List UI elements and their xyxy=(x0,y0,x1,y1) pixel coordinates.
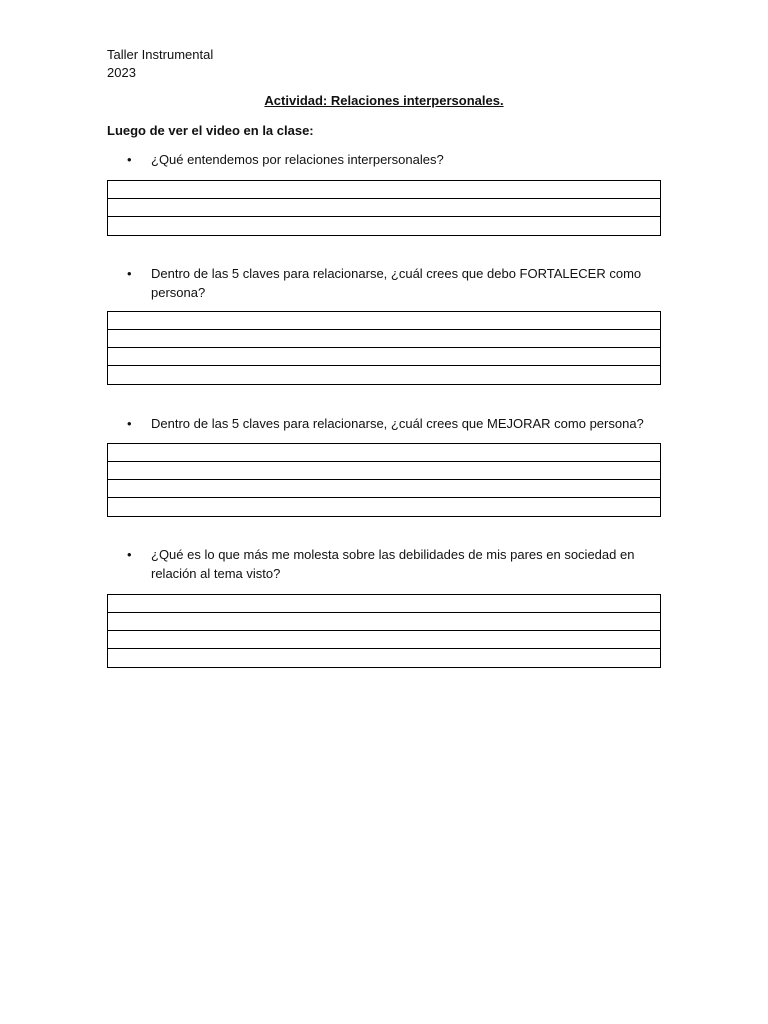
question-4 xyxy=(107,545,667,583)
question-4-text: ¿Qué es lo que más me molesta sobre las debilidades de mis pares en sociedad en relación al tema visto? xyxy=(151,547,635,581)
question-3 xyxy=(107,414,667,433)
answer-line[interactable] xyxy=(108,649,660,667)
question-2 xyxy=(107,264,667,302)
answer-line[interactable] xyxy=(108,595,660,613)
course-name: Taller Instrumental xyxy=(107,47,214,62)
answer-box-2[interactable] xyxy=(107,311,661,385)
answer-box-1[interactable] xyxy=(107,180,661,236)
question-3-text: Dentro de las 5 claves para relacionarse, ¿cuál crees que MEJORAR como persona? xyxy=(151,416,644,431)
answer-line[interactable] xyxy=(108,444,660,462)
question-1-text: ¿Qué entendemos por relaciones interpersonales? xyxy=(151,152,444,167)
answer-line[interactable] xyxy=(108,312,660,330)
answer-line[interactable] xyxy=(108,613,660,631)
answer-line[interactable] xyxy=(108,199,660,217)
answer-line[interactable] xyxy=(108,330,660,348)
question-2-text: Dentro de las 5 claves para relacionarse, ¿cuál crees que debo FORTALECER como persona? xyxy=(151,266,642,300)
bullet-icon: • xyxy=(127,547,132,562)
answer-line[interactable] xyxy=(108,366,660,384)
question-1 xyxy=(107,150,667,169)
answer-box-4[interactable] xyxy=(107,594,661,668)
bullet-icon: • xyxy=(127,152,132,167)
answer-box-3[interactable] xyxy=(107,443,661,517)
activity-title: Actividad: Relaciones interpersonales. xyxy=(264,93,504,108)
answer-line[interactable] xyxy=(108,480,660,498)
answer-line[interactable] xyxy=(108,217,660,235)
answer-line[interactable] xyxy=(108,498,660,516)
answer-line[interactable] xyxy=(108,181,660,199)
answer-line[interactable] xyxy=(108,462,660,480)
intro-instruction: Luego de ver el video en la clase: xyxy=(107,123,314,138)
bullet-icon: • xyxy=(127,416,132,431)
bullet-icon: • xyxy=(127,266,132,281)
answer-line[interactable] xyxy=(108,631,660,649)
answer-line[interactable] xyxy=(108,348,660,366)
course-year: 2023 xyxy=(107,65,136,80)
